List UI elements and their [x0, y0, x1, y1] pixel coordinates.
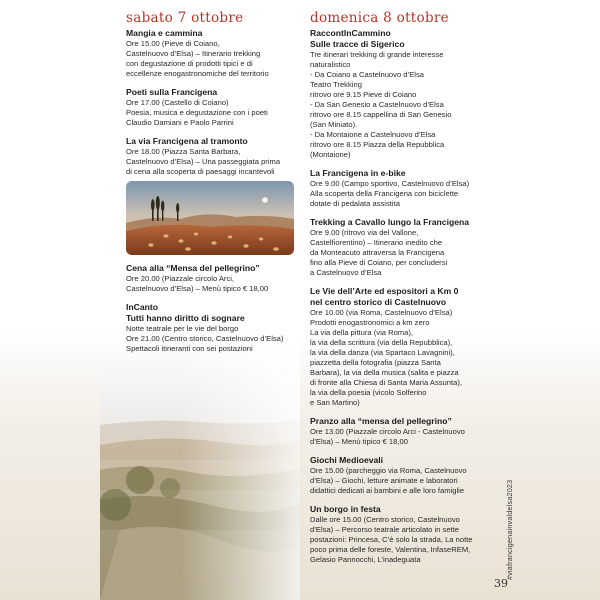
- event-title: RaccontInCammino: [310, 28, 391, 38]
- event-francigena-al-tramonto: [126, 136, 298, 177]
- event-vie-dell-arte: [310, 286, 490, 408]
- event-text: Castelnuovo d’Elsa) – Una passeggiata prima: [126, 157, 281, 166]
- event-text: Teatro Trekking: [310, 80, 362, 89]
- event-text: a Castelnuovo d’Elsa: [310, 268, 382, 277]
- event-title: La Francigena in e-bike: [310, 168, 406, 178]
- event-text: Ore 20.00 (Piazzale circolo Arci,: [126, 274, 235, 283]
- event-text: Notte teatrale per le vie del borgo: [126, 324, 239, 333]
- event-subtitle: Sulle tracce di Sigerico: [310, 39, 405, 49]
- event-text: didattici dedicati ai bambini e alle loro famiglie: [310, 486, 465, 495]
- event-title: Un borgo in festa: [310, 504, 381, 514]
- event-text: (San Miniato).: [310, 120, 358, 129]
- event-text: - Da San Genesio a Castelnuovo d’Elsa: [310, 100, 444, 109]
- event-text: d’Elsa) – Percorso teatrale articolato in sette: [310, 525, 459, 534]
- event-text: d’Elsa) – Giochi, letture animate e laboratori: [310, 476, 458, 485]
- event-borgo-in-festa: [310, 504, 490, 565]
- event-text: Spettacoli itineranti con sei postazioni: [126, 344, 253, 353]
- event-text: ritrovo ore 9.15 Pieve di Coiano: [310, 90, 417, 99]
- event-text: con degustazione di prodotti tipici e di: [126, 59, 253, 68]
- event-title: Mangia e cammina: [126, 28, 203, 38]
- event-text: Ore 9.00 (ritrovo via del Vallone,: [310, 228, 419, 237]
- event-text: la via della poesia (vicolo Solferino: [310, 388, 427, 397]
- event-text: Tre itinerari trekking di grande interesse: [310, 50, 444, 59]
- event-text: la via della danza (via Spartaco Lavagnini),: [310, 348, 455, 357]
- event-title: Le Vie dell’Arte ed espositori a Km 0: [310, 286, 459, 296]
- event-text: Ore 15.00 (parcheggio via Roma, Castelnuovo: [310, 466, 467, 475]
- page-number: 39: [494, 577, 508, 590]
- event-pranzo-mensa-pellegrino: [310, 416, 490, 447]
- event-text: fino alla Pieve di Coiano, per concludersi: [310, 258, 448, 267]
- event-text: ritrovo ore 8.15 Piazza della Repubblica: [310, 140, 445, 149]
- event-title: Giochi Medioevali: [310, 455, 384, 465]
- sunset-field-photo: [126, 181, 294, 255]
- event-text: Poesia, musica e degustazione con i poeti: [126, 108, 268, 117]
- event-text: di cena alla scoperta di paesaggi incantevoli: [126, 167, 275, 176]
- event-text: e San Martino): [310, 398, 360, 407]
- event-text: Castelfiorentino) – Itinerario inedito che: [310, 238, 443, 247]
- event-text: d’Elsa) – Menù tipico € 18,00: [310, 437, 408, 446]
- event-poeti-sulla-francigena: [126, 87, 298, 128]
- event-subtitle: Tutti hanno diritto di sognare: [126, 313, 245, 323]
- event-text: Ore 17.00 (Castello di Coiano): [126, 98, 229, 107]
- event-text: piazzetta della fotografia (piazza Santa: [310, 358, 441, 367]
- hashtag-vertical: [499, 440, 514, 580]
- event-text: Ore 18.00 (Piazza Santa Barbara,: [126, 147, 241, 156]
- sunday-heading: domenica 8 ottobre: [310, 10, 449, 26]
- landscape-background-image: [100, 330, 300, 600]
- event-trekking-a-cavallo: [310, 217, 490, 278]
- event-title: Poeti sulla Francigena: [126, 87, 218, 97]
- event-giochi-medioevali: [310, 455, 490, 496]
- event-title: La via Francigena al tramonto: [126, 136, 248, 146]
- event-text: Dalle ore 15.00 (Centro storico, Castelnuovo: [310, 515, 460, 524]
- event-title: Trekking a Cavallo lungo la Francigena: [310, 217, 470, 227]
- event-text: dotate di pedalata assistita: [310, 199, 400, 208]
- event-text: - Da Montaione a Castelnuovo d’Elsa: [310, 130, 436, 139]
- event-cena-mensa-pellegrino: [126, 263, 298, 294]
- event-text: La via della pittura (via Roma),: [310, 328, 413, 337]
- event-text: Ore 13.00 (Piazzale circolo Arci - Castelnuovo: [310, 427, 465, 436]
- hashtag-text: #viafrancigenainvaldelsa2023: [505, 479, 514, 580]
- event-text: di fronte alla Chiesa di Santa Maria Assunta),: [310, 378, 462, 387]
- event-text: Alla scoperta della Francigena con biciclette: [310, 189, 459, 198]
- event-text: Barbara), la via della musica (salita e piazza: [310, 368, 459, 377]
- event-text: Castelnuovo d’Elsa) – Itinerario trekking: [126, 49, 261, 58]
- event-text: (Montaione): [310, 150, 351, 159]
- event-subtitle: nel centro storico di Castelnuovo: [310, 297, 447, 307]
- event-francigena-e-bike: [310, 168, 490, 209]
- event-mangia-e-cammina: [126, 28, 298, 79]
- event-title: InCanto: [126, 302, 158, 312]
- event-text: poco prima delle foreste, Valentina, InfaseREM,: [310, 545, 471, 554]
- event-text: da Monteacuto attraversa la Francigena: [310, 248, 445, 257]
- event-title: Cena alla “Mensa del pellegrino”: [126, 263, 260, 273]
- saturday-heading: sabato 7 ottobre: [126, 10, 244, 26]
- event-title: Pranzo alla “mensa del pellegrino”: [310, 416, 452, 426]
- event-text: Ore 21.00 (Centro storico, Castelnuovo d’Elsa): [126, 334, 284, 343]
- event-text: postazioni: Princesa, C’è solo la strada, La notte: [310, 535, 473, 544]
- event-text: ritrovo ore 8.15 cappellina di San Genesio: [310, 110, 452, 119]
- event-text: - Da Coiano a Castelnuovo d’Elsa: [310, 70, 424, 79]
- event-text: Gelasio Pannocchi, L’inadeguata: [310, 555, 421, 564]
- event-text: Ore 9.00 (Campo sportivo, Castelnuovo d’Elsa): [310, 179, 470, 188]
- sunday-column: [310, 10, 490, 573]
- event-text: eccellenze enogastronomiche del territorio: [126, 69, 269, 78]
- event-text: Ore 15.00 (Pieve di Coiano,: [126, 39, 220, 48]
- event-text: Ore 10.00 (via Roma, Castelnuovo d’Elsa): [310, 308, 453, 317]
- event-text: Castelnuovo d’Elsa) – Menù tipico € 18,00: [126, 284, 269, 293]
- event-text: naturalistico: [310, 60, 351, 69]
- event-text: Prodotti enogastronomici a km zero: [310, 318, 430, 327]
- saturday-column: [126, 10, 298, 362]
- event-incanto: [126, 302, 298, 354]
- event-text: la via della scrittura (via della Repubblica),: [310, 338, 453, 347]
- event-raccontincammino: [310, 28, 490, 160]
- event-text: Claudio Damiani e Paolo Parrini: [126, 118, 234, 127]
